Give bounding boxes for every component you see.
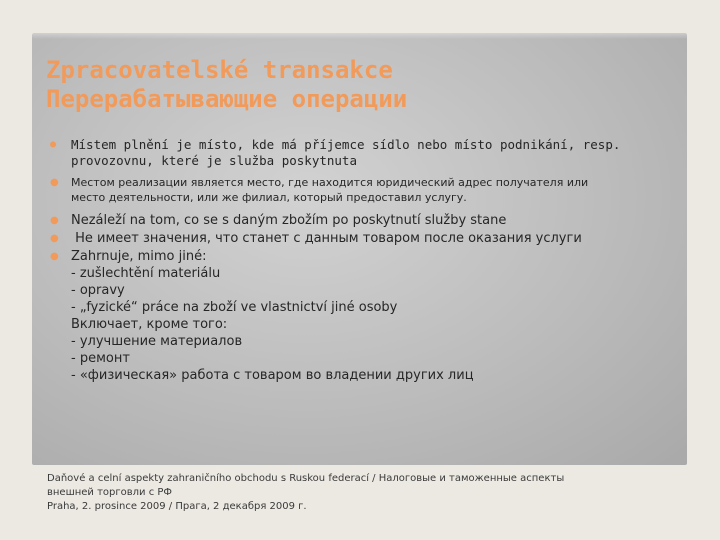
slide-footer <box>47 472 687 514</box>
item-text: Místem plnění je místo, kde má příjemce sídlo nebo místo podnikání, resp. <box>71 137 621 152</box>
title-line-czech: Zpracovatelské transakce <box>46 56 393 84</box>
slide-title <box>46 56 686 114</box>
item-text: место деятельности, или же филиал, который предоставил услугу. <box>71 191 467 204</box>
bullet-dot-icon: ● <box>50 251 59 262</box>
item-text: - zušlechtění materiálu <box>71 266 221 281</box>
bullet-dot-icon: ● <box>50 233 59 244</box>
footer-text: Praha, 2. prosince 2009 / Прага, 2 декабря 2009 г. <box>47 501 307 512</box>
list-item <box>50 248 680 384</box>
item-text: - opravy <box>71 283 125 298</box>
bullet-dot-icon: ● <box>50 215 59 226</box>
item-text: - «физическая» работа с товаром во владении других лиц <box>71 368 474 383</box>
list-item <box>50 212 680 229</box>
title-line-russian: Перерабатывающие операции <box>46 85 408 113</box>
list-item <box>50 230 680 247</box>
item-text: - улучшение материалов <box>71 334 243 349</box>
footer-text: Daňové a celní aspekty zahraničního obchodu s Ruskou federací / Налоговые и таможенные аспекты <box>47 473 565 484</box>
item-text: Zahrnuje, mimo jiné: <box>71 249 207 264</box>
list-item <box>50 137 680 169</box>
item-text: Не имеет значения, что станет с данным товаром после оказания услуги <box>71 231 582 246</box>
item-text: provozovnu, které je služba poskytnuta <box>71 153 357 168</box>
list-item <box>50 175 680 205</box>
bullet-list <box>50 137 680 384</box>
item-text: Местом реализации является место, где находится юридический адрес получателя или <box>71 176 589 189</box>
item-text: - ремонт <box>71 351 130 366</box>
item-text: Nezáleží na tom, co se s daným zbožím po poskytnutí služby stane <box>71 213 507 228</box>
item-text: Включает, кроме того: <box>71 317 228 332</box>
item-text: - „fyzické“ práce na zboží ve vlastnictví jiné osoby <box>71 300 398 315</box>
bullet-dot-icon: ● <box>50 177 59 188</box>
footer-text: внешней торговли с РФ <box>47 487 173 498</box>
bullet-dot-icon: ● <box>50 139 57 150</box>
